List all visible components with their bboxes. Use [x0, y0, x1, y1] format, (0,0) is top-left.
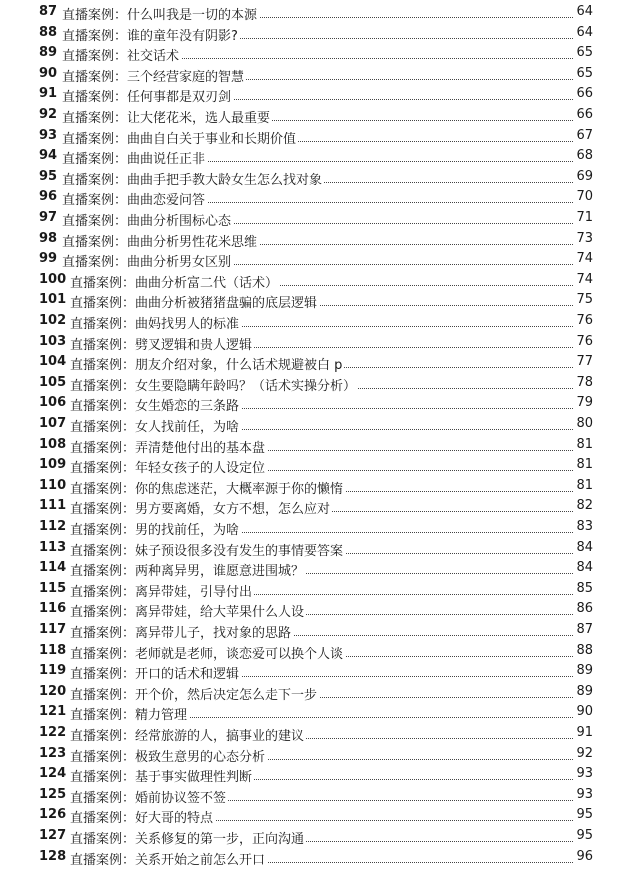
toc-entry-number: 107: [39, 416, 67, 431]
toc-entry-title: 直播案例：妹子预设很多没有发生的事情要答案: [70, 540, 345, 559]
toc-entry-title: 直播案例：女人找前任，为啥: [70, 416, 241, 435]
toc-entry-title: 直播案例：离异带儿子，找对象的思路: [70, 622, 293, 641]
toc-entry-title: 直播案例：开口的话术和逻辑: [70, 663, 241, 682]
toc-entry-title: 直播案例：曲曲分析男女区别: [62, 251, 233, 270]
toc-entry-number: 95: [39, 168, 58, 184]
toc-entry-number: 117: [39, 622, 67, 637]
toc-entry-page: 77: [576, 354, 593, 370]
toc-entry-title: 直播案例：曲曲分析男性花米思维: [62, 231, 259, 250]
toc-entry-page: 66: [576, 86, 593, 102]
toc-entry-number: 96: [39, 189, 58, 205]
toc-entry-title: 直播案例：老师就是老师，谈恋爱可以换个人谈: [70, 643, 345, 662]
toc-entry[interactable]: [0, 2, 635, 22]
toc-entry-title: 直播案例：谁的童年没有阴影?: [62, 25, 240, 44]
toc-entry-page: 67: [576, 127, 593, 143]
toc-entry[interactable]: [0, 517, 635, 537]
toc-entry-number: 103: [39, 333, 67, 349]
toc-entry-title: 直播案例：男的找前任，为啥: [70, 519, 241, 538]
toc-entry-page: 69: [576, 168, 593, 184]
toc-entry-page: 80: [576, 416, 593, 431]
toc-entry-title: 直播案例：精力管理: [70, 704, 189, 723]
toc-entry[interactable]: [0, 43, 635, 63]
toc-entry-number: 111: [39, 498, 67, 514]
toc-entry-number: 121: [39, 704, 67, 720]
toc-entry[interactable]: [0, 744, 635, 764]
toc-entry-title: 直播案例：开个价，然后决定怎么走下一步: [70, 684, 319, 703]
toc-entry[interactable]: [0, 641, 635, 661]
toc-entry-number: 118: [39, 642, 67, 658]
toc-entry-title: 直播案例：社交话术: [62, 45, 181, 64]
toc-entry-page: 89: [576, 663, 593, 679]
toc-entry-title: 直播案例：弄清楚他付出的基本盘: [70, 437, 267, 456]
toc-entry[interactable]: [0, 208, 635, 228]
toc-entry-title: 直播案例：男方要离婚，女方不想，怎么应对: [70, 498, 332, 517]
toc-entry[interactable]: [0, 558, 635, 578]
toc-entry-page: 78: [576, 374, 593, 390]
toc-entry-number: 126: [39, 807, 67, 823]
toc-entry-title: 直播案例：曲曲说任正非: [62, 148, 207, 167]
toc-entry-number: 99: [39, 251, 58, 267]
toc-entry-number: 115: [39, 580, 67, 596]
toc-entry-number: 100: [39, 271, 67, 287]
toc-entry-number: 124: [39, 766, 67, 782]
toc-entry-page: 88: [576, 642, 593, 658]
toc-entry-title: 直播案例：经常旅游的人，搞事业的建议: [70, 725, 306, 744]
toc-entry-number: 119: [39, 663, 67, 679]
toc-entry-page: 95: [576, 828, 593, 843]
toc-entry-title: 直播案例：什么叫我是一切的本源: [62, 4, 259, 23]
toc-entry-page: 73: [576, 230, 593, 246]
toc-entry-title: 直播案例：曲妈找男人的标准: [70, 313, 241, 332]
toc-entry[interactable]: [0, 311, 635, 331]
toc-entry-page: 86: [576, 601, 593, 617]
toc-entry[interactable]: [0, 332, 635, 352]
toc-entry-title: 直播案例：曲曲手把手教大龄女生怎么找对象: [62, 169, 324, 188]
toc-entry-page: 76: [576, 333, 593, 349]
toc-entry[interactable]: [0, 352, 635, 372]
toc-entry-number: 114: [39, 560, 67, 576]
toc-entry-number: 102: [39, 313, 67, 328]
toc-entry[interactable]: [0, 249, 635, 269]
toc-entry-page: 81: [576, 457, 593, 473]
toc-entry-number: 127: [39, 828, 67, 843]
toc-entry-number: 89: [39, 45, 58, 61]
toc-entry-number: 88: [39, 24, 58, 40]
toc-entry-page: 74: [576, 251, 593, 267]
toc-entry[interactable]: [0, 229, 635, 249]
toc-entry-title: 直播案例：婚前协议签不签: [70, 787, 228, 806]
toc-entry[interactable]: [0, 167, 635, 187]
toc-entry-title: 直播案例：任何事都是双刃剑: [62, 86, 233, 105]
toc-entry-number: 91: [39, 86, 58, 102]
toc-entry-number: 128: [39, 848, 67, 864]
toc-entry-title: 直播案例：朋友介绍对象，什么话术规避被白 p: [70, 354, 344, 373]
toc-entry[interactable]: [0, 805, 635, 825]
toc-entry-page: 75: [576, 292, 593, 308]
toc-entry-title: 直播案例：曲曲分析被猪猪盘骗的底层逻辑: [70, 292, 319, 311]
toc-entry[interactable]: [0, 455, 635, 475]
toc-entry[interactable]: [0, 723, 635, 743]
toc-entry-number: 104: [39, 354, 67, 370]
toc-entry[interactable]: [0, 682, 635, 702]
toc-entry-number: 116: [39, 601, 67, 617]
toc-entry-title: 直播案例：曲曲恋爱问答: [62, 189, 207, 208]
toc-entry-page: 90: [576, 704, 593, 720]
toc-entry-title: 直播案例：关系开始之前怎么开口: [70, 849, 267, 868]
toc-entry[interactable]: [0, 826, 635, 846]
toc-entry-number: 98: [39, 230, 58, 246]
toc-entry[interactable]: [0, 620, 635, 640]
toc-entry-title: 直播案例：基于事实做理性判断: [70, 766, 254, 785]
toc-entry-title: 直播案例：劈叉逻辑和贵人逻辑: [70, 334, 254, 353]
toc-entry-page: 89: [576, 683, 593, 699]
toc-entry[interactable]: [0, 599, 635, 619]
toc-entry-title: 直播案例：你的焦虑迷茫，大概率源于你的懒惰: [70, 478, 345, 497]
toc-entry[interactable]: [0, 538, 635, 558]
toc-entry-number: 105: [39, 374, 67, 390]
toc-entry-page: 65: [576, 65, 593, 81]
toc-entry-number: 123: [39, 745, 67, 761]
toc-entry[interactable]: [0, 290, 635, 310]
toc-entry-page: 76: [576, 313, 593, 328]
toc-entry-page: 64: [576, 4, 593, 19]
toc-entry-number: 110: [39, 477, 67, 493]
toc-entry-title: 直播案例：极致生意男的心态分析: [70, 746, 267, 765]
toc-entry-page: 79: [576, 395, 593, 411]
toc-entry-number: 120: [39, 683, 67, 699]
toc-entry-number: 108: [39, 436, 67, 452]
toc-entry-page: 66: [576, 107, 593, 122]
toc-entry-page: 74: [576, 271, 593, 287]
toc-entry[interactable]: [0, 785, 635, 805]
toc-entry-number: 101: [39, 292, 67, 308]
toc-entry-number: 106: [39, 395, 67, 411]
toc-entry-page: 87: [576, 622, 593, 637]
toc-entry-title: 直播案例：女生要隐瞒年龄吗？（话术实操分析）: [70, 375, 358, 394]
toc-entry-title: 直播案例：关系修复的第一步，正向沟通: [70, 828, 306, 847]
toc-entry[interactable]: [0, 393, 635, 413]
toc-entry[interactable]: [0, 23, 635, 43]
toc-entry[interactable]: [0, 187, 635, 207]
toc-entry-number: 92: [39, 107, 58, 122]
toc-entry-number: 125: [39, 786, 67, 802]
toc-entry[interactable]: [0, 579, 635, 599]
toc-entry-number: 97: [39, 210, 58, 225]
toc-entry-title: 直播案例：两种离异男，谁愿意进围城？: [70, 560, 306, 579]
toc-entry-page: 84: [576, 560, 593, 576]
toc-entry-title: 直播案例：曲曲分析富二代（话术）: [70, 272, 280, 291]
toc-entry-page: 84: [576, 539, 593, 555]
toc-entry-number: 109: [39, 457, 67, 473]
toc-entry-page: 95: [576, 807, 593, 823]
toc-entry-page: 92: [576, 745, 593, 761]
toc-entry-title: 直播案例：离异带娃，引导付出: [70, 581, 254, 600]
toc-entry-title: 直播案例：年轻女孩子的人设定位: [70, 457, 267, 476]
toc-entry-page: 96: [576, 848, 593, 864]
toc-entry-number: 122: [39, 725, 67, 740]
toc-entry-page: 93: [576, 766, 593, 782]
toc-entry-number: 113: [39, 539, 67, 555]
toc-entry[interactable]: [0, 126, 635, 146]
toc-entry-title: 直播案例：曲曲自白关于事业和长期价值: [62, 128, 298, 147]
toc-entry[interactable]: [0, 847, 635, 867]
toc-entry-title: 直播案例：曲曲分析围标心态: [62, 210, 233, 229]
toc-entry[interactable]: [0, 64, 635, 84]
toc-entry[interactable]: [0, 661, 635, 681]
toc-entry[interactable]: [0, 414, 635, 434]
toc-entry-title: 直播案例：离异带娃，给大苹果什么人设: [70, 601, 306, 620]
toc-entry-page: 71: [576, 210, 593, 225]
toc-entry[interactable]: [0, 476, 635, 496]
toc-entry[interactable]: [0, 270, 635, 290]
toc-entry[interactable]: [0, 84, 635, 104]
toc-entry[interactable]: [0, 496, 635, 516]
toc-entry-number: 90: [39, 65, 58, 81]
toc-entry-title: 直播案例：女生婚恋的三条路: [70, 395, 241, 414]
toc-entry-title: 直播案例：好大哥的特点: [70, 807, 215, 826]
toc-entry[interactable]: [0, 435, 635, 455]
toc-entry-page: 93: [576, 786, 593, 802]
toc-entry-page: 68: [576, 148, 593, 164]
toc-entry[interactable]: [0, 702, 635, 722]
toc-entry-title: 直播案例：三个经营家庭的智慧: [62, 66, 246, 85]
toc-entry[interactable]: [0, 764, 635, 784]
toc-entry-page: 83: [576, 519, 593, 534]
toc-entry-page: 64: [576, 24, 593, 40]
toc-entry-page: 81: [576, 477, 593, 493]
toc-entry-page: 65: [576, 45, 593, 61]
toc-entry-number: 112: [39, 519, 67, 534]
toc-entry-page: 82: [576, 498, 593, 514]
toc-entry-page: 85: [576, 580, 593, 596]
toc-entry-page: 81: [576, 436, 593, 452]
toc-entry-number: 87: [39, 4, 58, 19]
toc-entry[interactable]: [0, 105, 635, 125]
toc-entry-title: 直播案例：让大佬花米，选人最重要: [62, 107, 272, 126]
toc-entry-page: 70: [576, 189, 593, 205]
toc-entry-number: 93: [39, 127, 58, 143]
toc-entry[interactable]: [0, 373, 635, 393]
toc-entry[interactable]: [0, 146, 635, 166]
toc-entry-number: 94: [39, 148, 58, 164]
toc-entry-page: 91: [576, 725, 593, 740]
